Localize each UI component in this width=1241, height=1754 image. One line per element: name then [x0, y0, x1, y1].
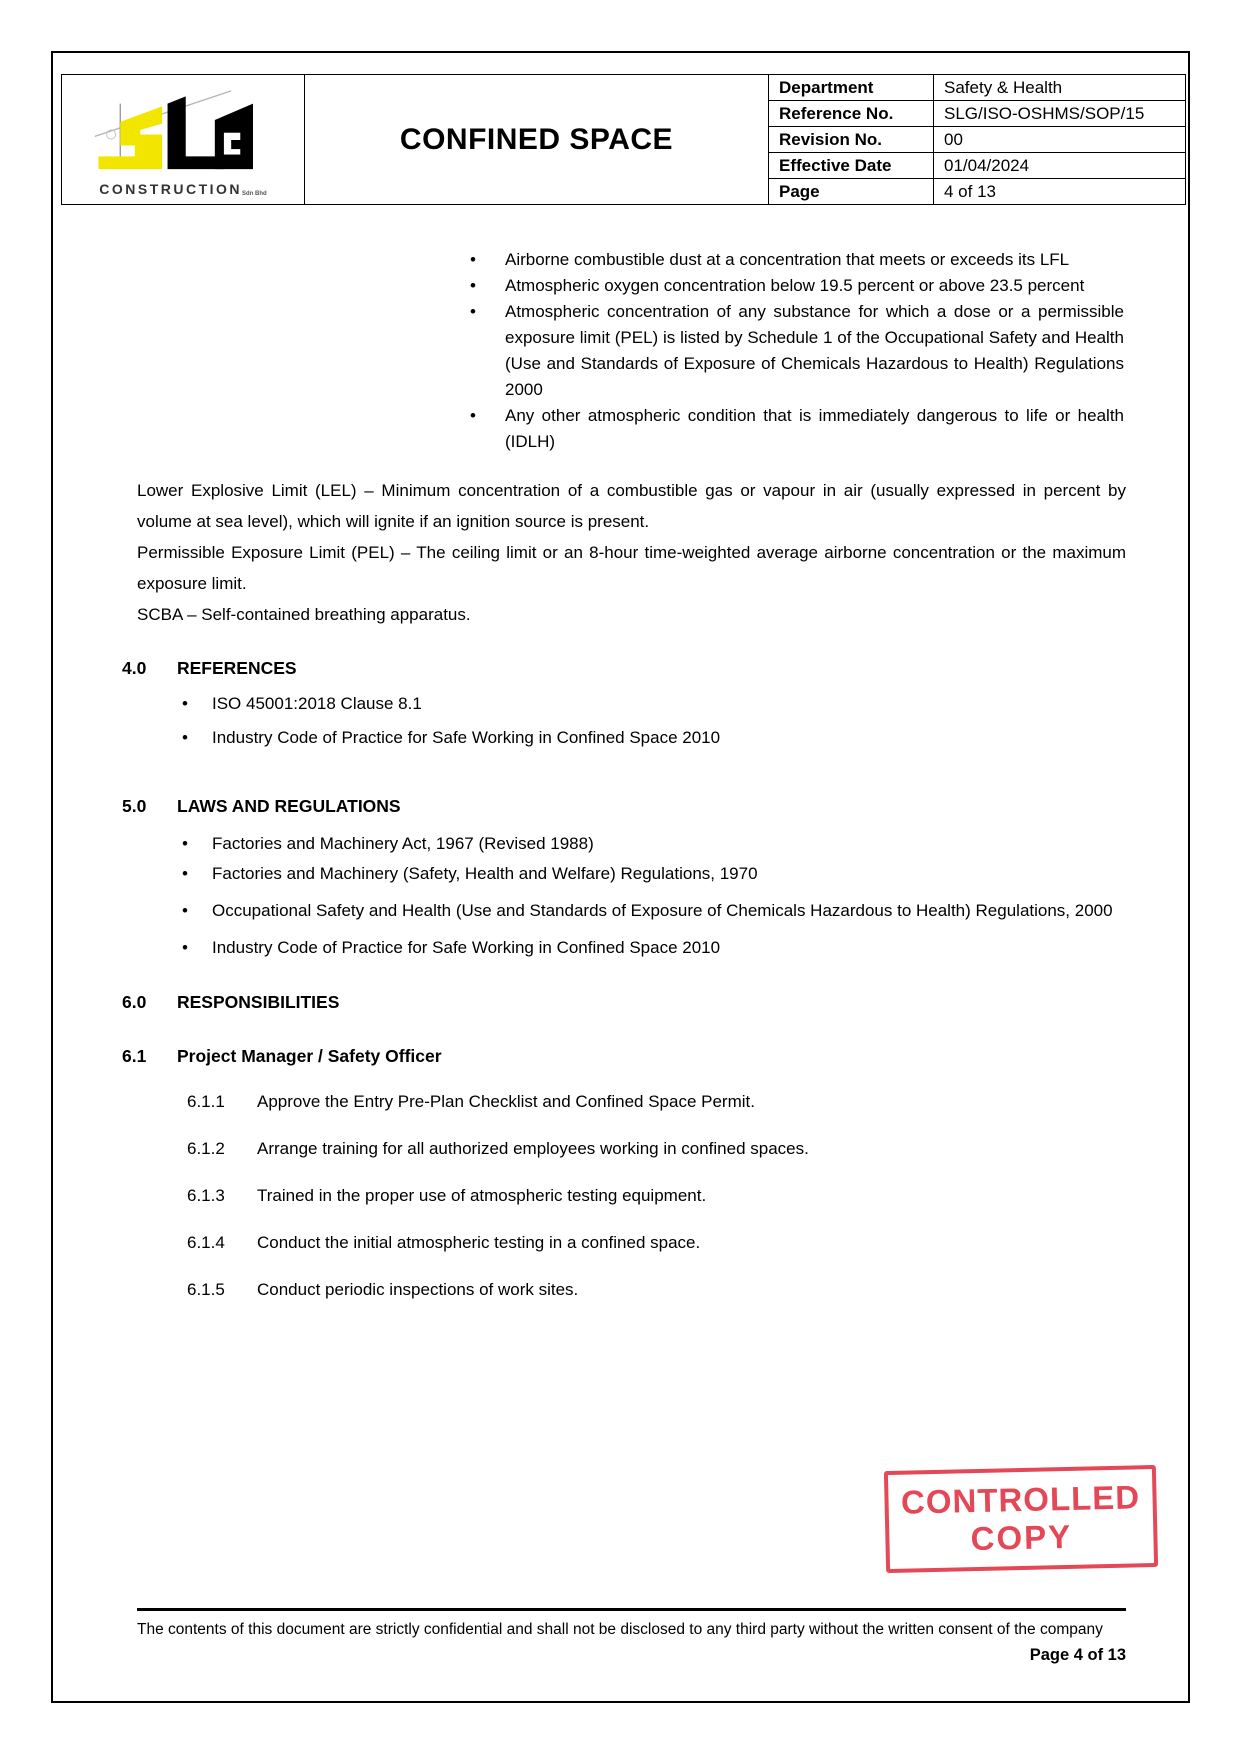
section-number: 4.0: [122, 658, 147, 678]
document-header-table: [61, 74, 1186, 205]
section-number: 5.0: [122, 796, 147, 816]
info-label-effective-date: Effective Date: [769, 153, 934, 179]
item-number: 6.1.4: [187, 1233, 225, 1252]
stamp-text-line2: COPY: [970, 1517, 1073, 1558]
list-item: • Industry Code of Practice for Safe Working in Confined Space 2010: [182, 725, 1126, 751]
logo-company-name: CONSTRUCTIONSdn Bhd: [99, 181, 267, 197]
section-title: LAWS AND REGULATIONS: [177, 796, 401, 816]
info-value-department: Safety & Health: [934, 75, 1186, 101]
numbered-item: [187, 1183, 1126, 1209]
section-heading-references: [122, 655, 1126, 681]
info-label-page: Page: [769, 179, 934, 205]
subsection-heading-project-manager: [122, 1043, 1126, 1069]
item-number: 6.1.2: [187, 1139, 225, 1158]
section-number: 6.0: [122, 992, 147, 1012]
list-item: • Factories and Machinery Act, 1967 (Revised 1988): [182, 831, 1126, 857]
item-text: Arrange training for all authorized employees working in confined spaces.: [257, 1139, 809, 1158]
confidentiality-note: The contents of this document are strictly confidential and shall not be disclosed to any third party without the written consent of the company: [137, 1621, 1103, 1638]
info-value-effective-date: 01/04/2024: [934, 153, 1186, 179]
info-label-reference-no: Reference No.: [769, 101, 934, 127]
section-title: Project Manager / Safety Officer: [177, 1046, 442, 1066]
numbered-item: [187, 1230, 1126, 1256]
section-title: REFERENCES: [177, 658, 297, 678]
definition-scba: SCBA – Self-contained breathing apparatus.: [137, 605, 471, 624]
controlled-copy-stamp: [884, 1465, 1158, 1573]
item-number: 6.1.3: [187, 1186, 225, 1205]
stamp-text-line1: CONTROLLED: [900, 1478, 1141, 1521]
numbered-item: [187, 1136, 1126, 1162]
logo-company-suffix: Sdn Bhd: [242, 191, 267, 197]
page-footer: [137, 1608, 1126, 1665]
company-logo: [83, 80, 283, 197]
document-title-cell: [305, 75, 769, 205]
info-label-revision-no: Revision No.: [769, 127, 934, 153]
company-logo-cell: [62, 75, 305, 205]
numbered-item: [187, 1089, 1126, 1115]
item-text: Conduct the initial atmospheric testing in a confined space.: [257, 1233, 701, 1252]
numbered-item: [187, 1277, 1126, 1303]
definition-lel: Lower Explosive Limit (LEL) – Minimum concentration of a combustible gas or vapour in air (usually expressed in percent by volume at sea level), which will ignite if an ignition source is present.: [137, 481, 1126, 531]
references-list: [182, 691, 1126, 751]
item-text: Approve the Entry Pre-Plan Checklist and Confined Space Permit.: [257, 1092, 755, 1111]
laws-list: [182, 831, 1126, 961]
list-item: • ISO 45001:2018 Clause 8.1: [182, 691, 1126, 717]
section-heading-laws-and-regulations: [122, 793, 1126, 819]
section-number: 6.1: [122, 1046, 147, 1066]
document-body: [53, 247, 1188, 1303]
list-item: • Any other atmospheric condition that is immediately dangerous to life or health (IDLH): [468, 403, 1124, 455]
list-item: • Occupational Safety and Health (Use and Standards of Exposure of Chemicals Hazardous to Health) Regulations, 2000: [182, 891, 1126, 931]
item-text: Trained in the proper use of atmospheric testing equipment.: [257, 1186, 707, 1205]
info-label-department: Department: [769, 75, 934, 101]
page-number: Page 4 of 13: [1029, 1646, 1126, 1664]
page-border-frame: [51, 51, 1190, 1703]
slg-logo-mark: [83, 80, 283, 180]
info-value-revision-no: 00: [934, 127, 1186, 153]
item-number: 6.1.5: [187, 1280, 225, 1299]
list-item: • Industry Code of Practice for Safe Working in Confined Space 2010: [182, 935, 1126, 961]
page-title: CONFINED SPACE: [399, 122, 674, 156]
item-number: 6.1.1: [187, 1092, 225, 1111]
item-text: Conduct periodic inspections of work sites.: [257, 1280, 579, 1299]
list-item: • Factories and Machinery (Safety, Health and Welfare) Regulations, 1970: [182, 861, 1126, 887]
responsibility-items: [187, 1089, 1126, 1303]
list-item: • Airborne combustible dust at a concentration that meets or exceeds its LFL: [468, 247, 1124, 273]
definitions-block: [137, 475, 1126, 630]
hazard-bullet-list: [468, 247, 1124, 455]
list-item: • Atmospheric concentration of any substance for which a dose or a permissible exposure limit (PEL) is listed by Schedule 1 of the Occupational Safety and Health (Use and Standards of Exposure of Chemicals Hazardous to Health) Regulations 2000: [468, 299, 1124, 403]
section-heading-responsibilities: [122, 989, 1126, 1015]
list-item: • Atmospheric oxygen concentration below 19.5 percent or above 23.5 percent: [468, 273, 1124, 299]
info-value-reference-no: SLG/ISO-OSHMS/SOP/15: [934, 101, 1186, 127]
section-title: RESPONSIBILITIES: [177, 992, 340, 1012]
info-value-page: 4 of 13: [934, 179, 1186, 205]
definition-pel: Permissible Exposure Limit (PEL) – The ceiling limit or an 8-hour time-weighted average airborne concentration or the maximum exposure limit.: [137, 543, 1126, 593]
